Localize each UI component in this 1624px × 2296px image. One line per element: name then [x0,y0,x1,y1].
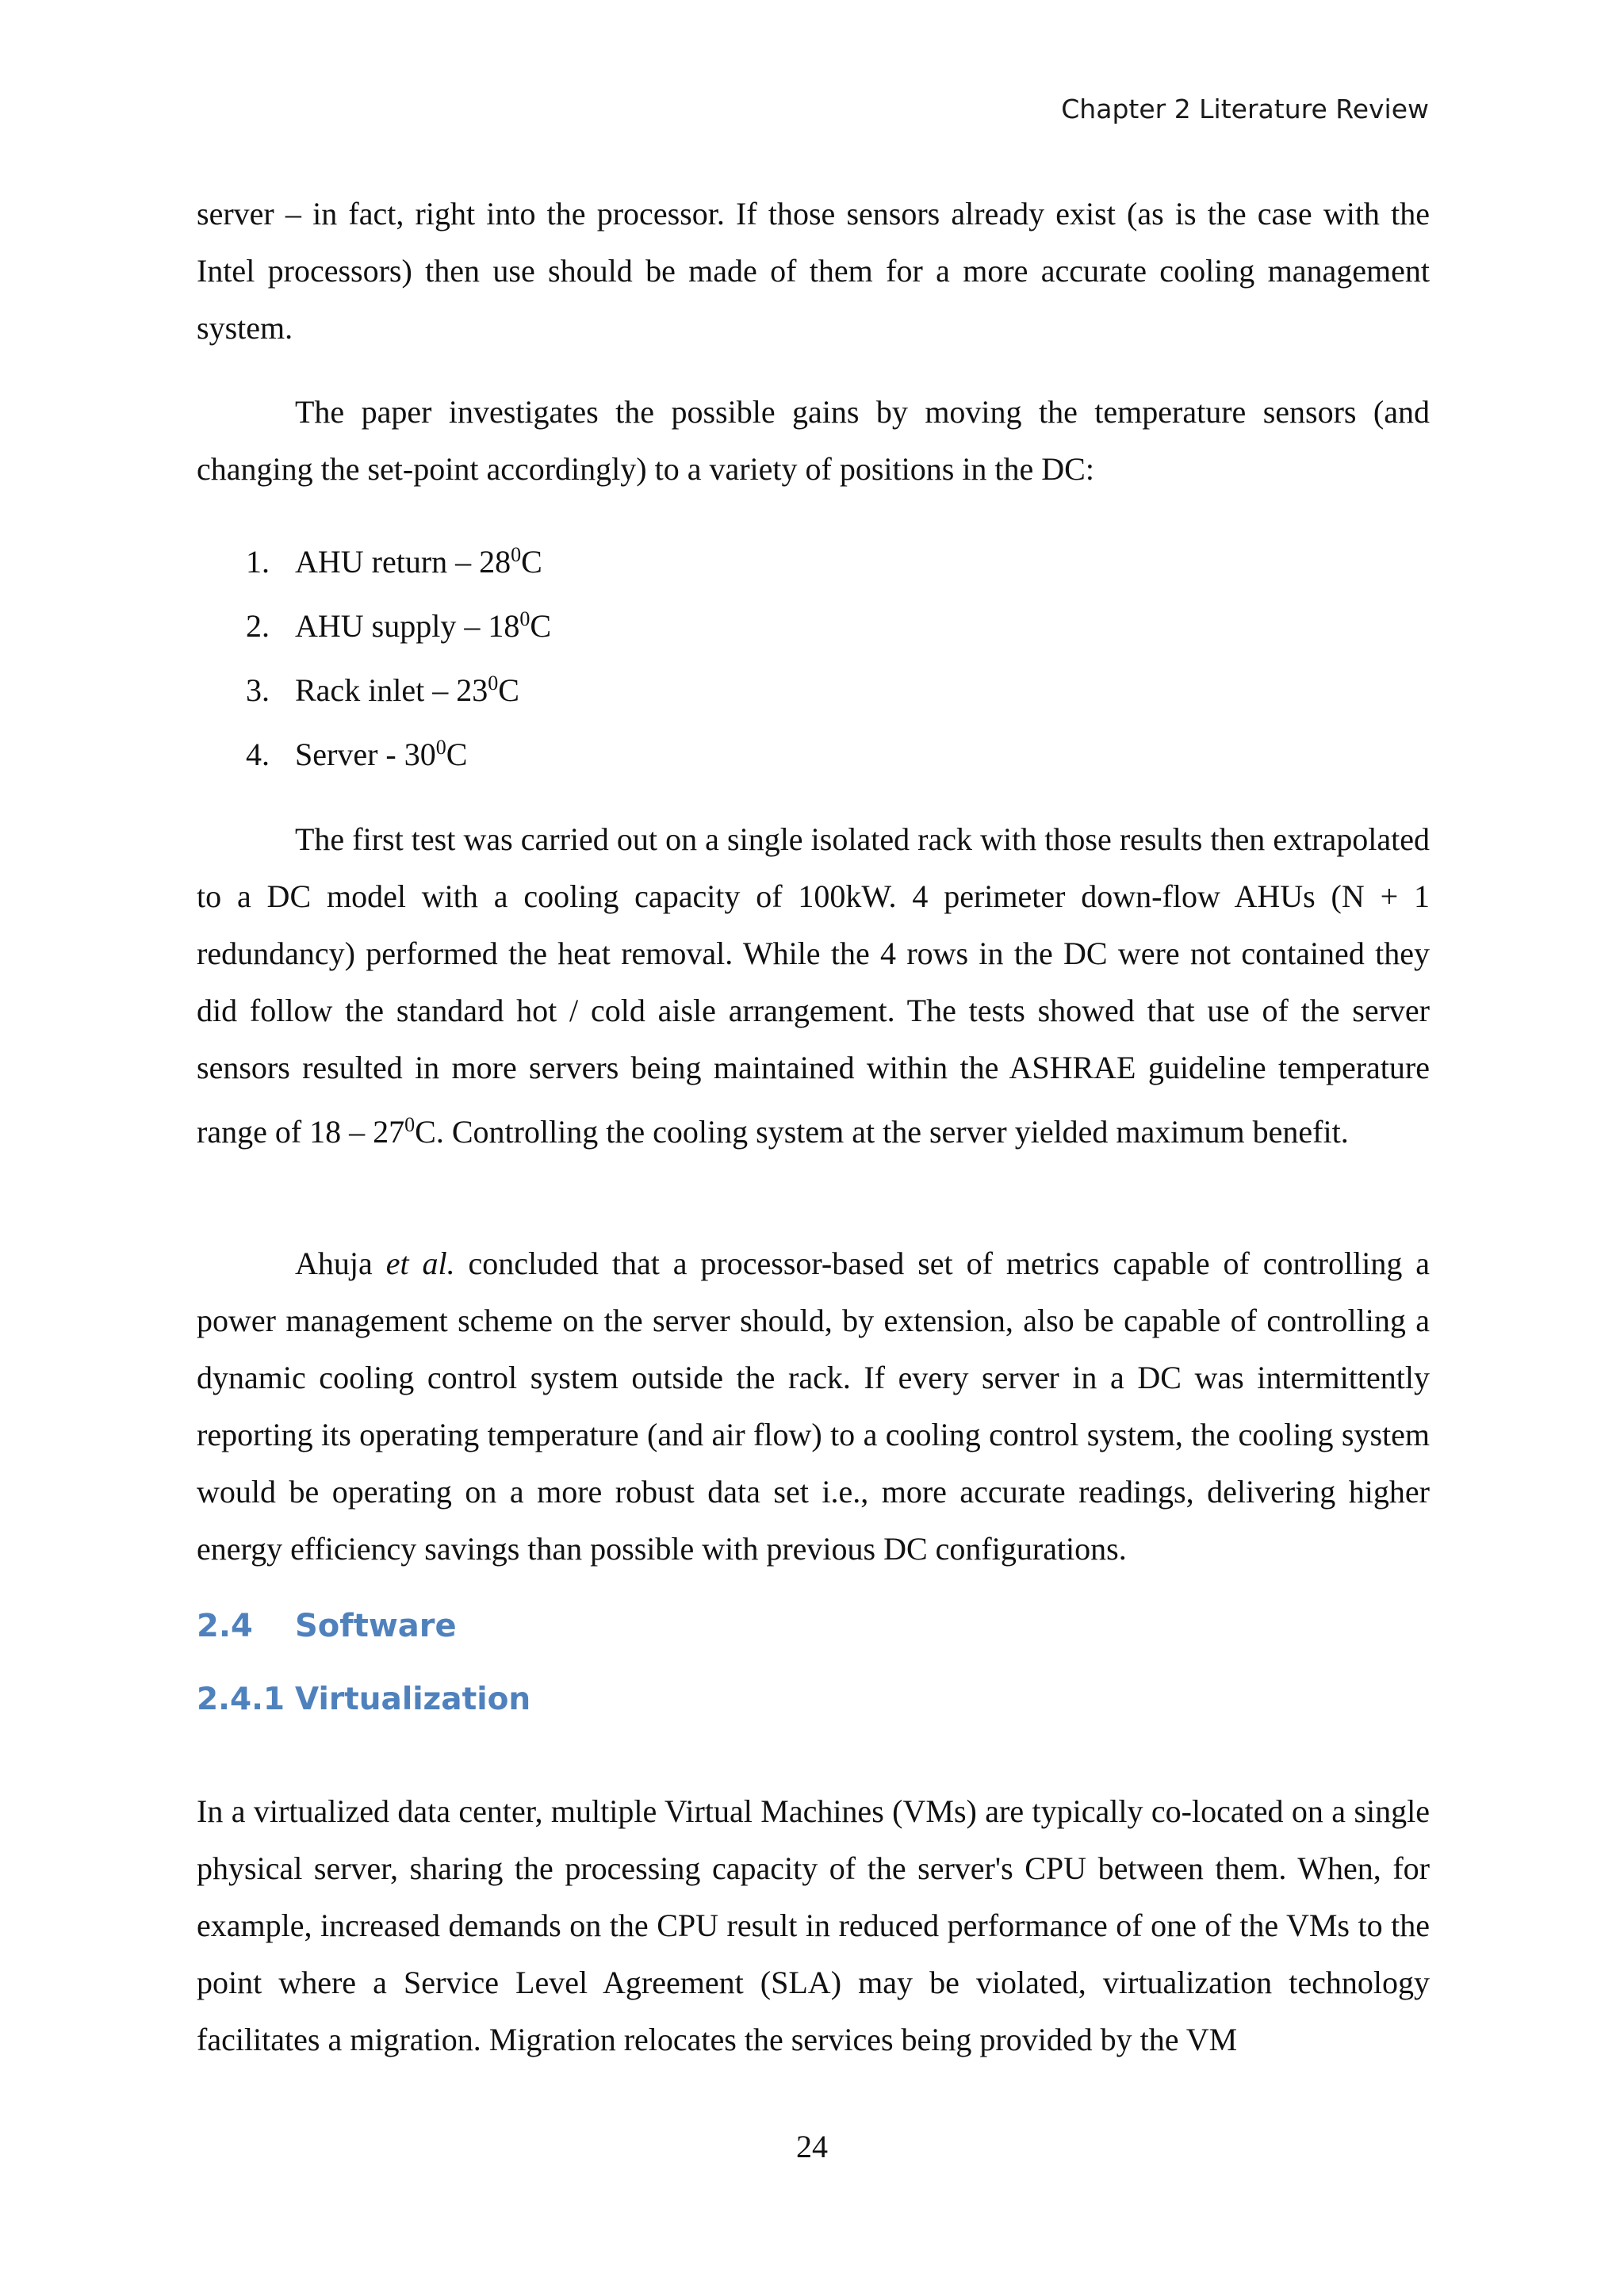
paragraph-virtualization: In a virtualized data center, multiple Virtual Machines (VMs) are typically co-located on a single physical server, sharing the processing capacity of the server's CPU between them. When, for example, increased demands on the CPU result in reduced performance of one of the VMs to the point where a Service Level Agreement (SLA) may be violated, virtualization technology facilitates a migration. Migration relocates the services being provided by the VM [197,1793,1430,2057]
paragraph-sensor-positions: The paper investigates the possible gains by moving the temperature sensors (and changing the set-point accordingly) to a variety of positions in the DC: [197,394,1430,487]
list-item: 2. AHU supply – $18^0C$ [246,607,552,644]
page-number: 24 [796,2129,828,2164]
paragraph-sensor-location: server – in fact, right into the processor. If those sensors already exist (as is the case with the Intel processors) then use should be made of them for a more accurate cooling management system. [197,196,1430,346]
running-header: Chapter 2 Literature Review [1061,94,1429,124]
sensor-position-list [197,526,1148,783]
paragraph-ahuja-conclusion: Ahuja et al. concluded that a processor-based set of metrics capable of controlling a power management scheme on the server should, by extension, also be capable of controlling a dynamic cooling control system outside the rack. If every server in a DC was intermittently reporting its operating temperature (and air flow) to a cooling control system, the cooling system would be operating on a more robust data set i.e., more accurate readings, delivering higher energy efficiency savings than possible with previous DC configurations. [197,1246,1431,1567]
list-item: 3. Rack inlet – $23^0C$ [246,672,519,708]
list-item: 1. AHU return – $28^0C$ [246,543,542,580]
paragraph-first-test: The first test was carried out on a single isolated rack with those results then extrapolated to a DC model with a cooling capacity of 100kW. 4 perimeter down-flow AHUs (N + 1 redundancy) performed the heat removal. While the 4 rows in the DC were not contained they did follow the standard hot / cold aisle arrangement. The tests showed that use of the server sensors resulted in more servers being maintained within the ASHRAE guideline temperature range of $18 - 27^0C$. Controlling the cooling system at the server yielded maximum benefit. [197,821,1430,1150]
subsection-heading-virtualization: 2.4.1 Virtualization [197,1682,531,1717]
list-item: 4. Server - $30^0C$ [246,736,468,772]
section-heading-software: 2.4 Software [197,1608,457,1644]
